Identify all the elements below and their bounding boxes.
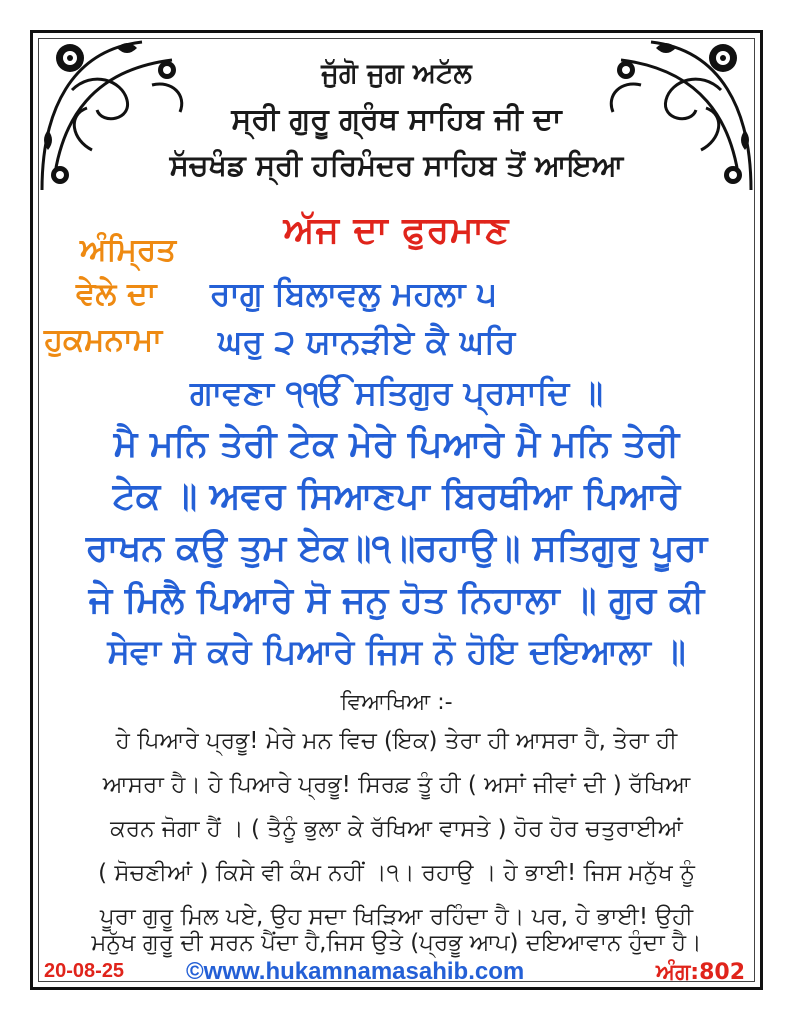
shabad-line-7: ਜੇ ਮਿਲੈ ਪਿਆਰੇ ਸੋ ਜਨੁ ਹੋਤ ਨਿਹਾਲਾ ॥ ਗੁਰ ਕੀ xyxy=(88,580,705,621)
shabad-line-2: ਘਰੁ ੨ ਯਾਨੜੀਏ ਕੈ ਘਰਿ xyxy=(218,322,516,361)
footer-ang-number: ਅੰਗ:802 xyxy=(656,960,745,985)
shabad-line-1: ਰਾਗੁ ਬਿਲਾਵਲੁ ਮਹਲਾ ੫ xyxy=(210,274,497,313)
header-line-1: ਜੁੱਗੋ ਜੁਗ ਅਟੱਲ xyxy=(321,58,472,89)
explanation-line-6: ਮਨੁੱਖ ਗੁਰੂ ਦੀ ਸਰਨ ਪੈਂਦਾ ਹੈ,ਜਿਸ ਉਤੇ (ਪ੍ਰਭੂ ਆਪ) ਦਇਆਵਾਨ ਹੁੰਦਾ ਹੈ। xyxy=(91,930,702,956)
explanation-line-5: ਪੂਰਾ ਗੁਰੂ ਮਿਲ ਪਏ, ਉਹ ਸਦਾ ਖਿੜਿਆ ਰਹਿੰਦਾ ਹੈ। ਪਰ, ਹੇ ਭਾਈ! ਉਹੀ xyxy=(99,904,694,930)
explanation-line-3: ਕਰਨ ਜੋਗਾ ਹੈਂ । ( ਤੈਨੂੰ ਭੁਲਾ ਕੇ ਰੱਖਿਆ ਵਾਸਤੇ ) ਹੋਰ ਹੋਰ ਚਤੁਰਾਈਆਂ xyxy=(110,816,683,842)
footer-website-link[interactable]: ©www.hukamnamasahib.com xyxy=(186,958,525,985)
explanation-line-2: ਆਸਰਾ ਹੈ। ਹੇ ਪਿਆਰੇ ਪ੍ਰਭੂ! ਸਿਰਫ਼ ਤੂੰ ਹੀ ( ਅਸਾਂ ਜੀਵਾਂ ਦੀ ) ਰੱਖਿਆ xyxy=(102,772,691,798)
shabad-line-8: ਸੇਵਾ ਸੋ ਕਰੇ ਪਿਆਰੇ ਜਿਸ ਨੋ ਹੋਇ ਦਇਆਲਾ ॥ xyxy=(107,632,686,672)
shabad-line-4: ਮੈ ਮਨਿ ਤੇਰੀ ਟੇਕ ਮੇਰੇ ਪਿਆਰੇ ਮੈ ਮਨਿ ਤੇਰੀ xyxy=(113,424,680,465)
footer-date: 20-08-25 xyxy=(44,960,125,982)
shabad-line-3: ਗਾਵਣਾ ੧ੴ ਸਤਿਗੁਰ ਪ੍ਰਸਾਦਿ ॥ xyxy=(189,373,604,412)
header-line-3: ਸੱਚਖੰਡ ਸ੍ਰੀ ਹਰਿਮੰਦਰ ਸਾਹਿਬ ਤੋਂ ਆਇਆ xyxy=(169,148,624,182)
footer xyxy=(0,958,793,998)
side-label-line-2: ਵੇਲੇ ਦਾ xyxy=(76,276,157,312)
header-line-2: ਸ੍ਰੀ ਗੁਰੂ ਗ੍ਰੰਥ ਸਾਹਿਬ ਜੀ ਦਾ xyxy=(231,102,562,137)
explanation-line-1: ਹੇ ਪਿਆਰੇ ਪ੍ਰਭੂ! ਮੇਰੇ ਮਨ ਵਿਚ (ਇਕ) ਤੇਰਾ ਹੀ ਆਸਰਾ ਹੈ, ਤੇਰਾ ਹੀ xyxy=(115,728,678,754)
shabad-line-6: ਰਾਖਨ ਕਉ ਤੁਮ ਏਕ॥੧॥ਰਹਾਉ॥ ਸਤਿਗੁਰੁ ਪੂਰਾ xyxy=(85,528,708,569)
explanation-title: ਵਿਆਖਿਆ :- xyxy=(340,690,453,715)
shabad-line-5: ਟੇਕ ॥ ਅਵਰ ਸਿਆਣਪਾ ਬਿਰਥੀਆ ਪਿਆਰੇ xyxy=(112,476,681,517)
side-label-line-3: ਹੁਕਮਨਾਮਾ xyxy=(44,322,163,358)
explanation-line-4: ( ਸੋਚਣੀਆਂ ) ਕਿਸੇ ਵੀ ਕੰਮ ਨਹੀਂ ।੧। ਰਹਾਉ । ਹੇ ਭਾਈ! ਜਿਸ ਮਨੁੱਖ ਨੂੰ xyxy=(98,860,695,886)
page-title: ਅੱਜ ਦਾ ਫੁਰਮਾਣ xyxy=(283,210,510,251)
side-label-line-1: ਅੰਮ੍ਰਿਤ xyxy=(80,232,177,268)
